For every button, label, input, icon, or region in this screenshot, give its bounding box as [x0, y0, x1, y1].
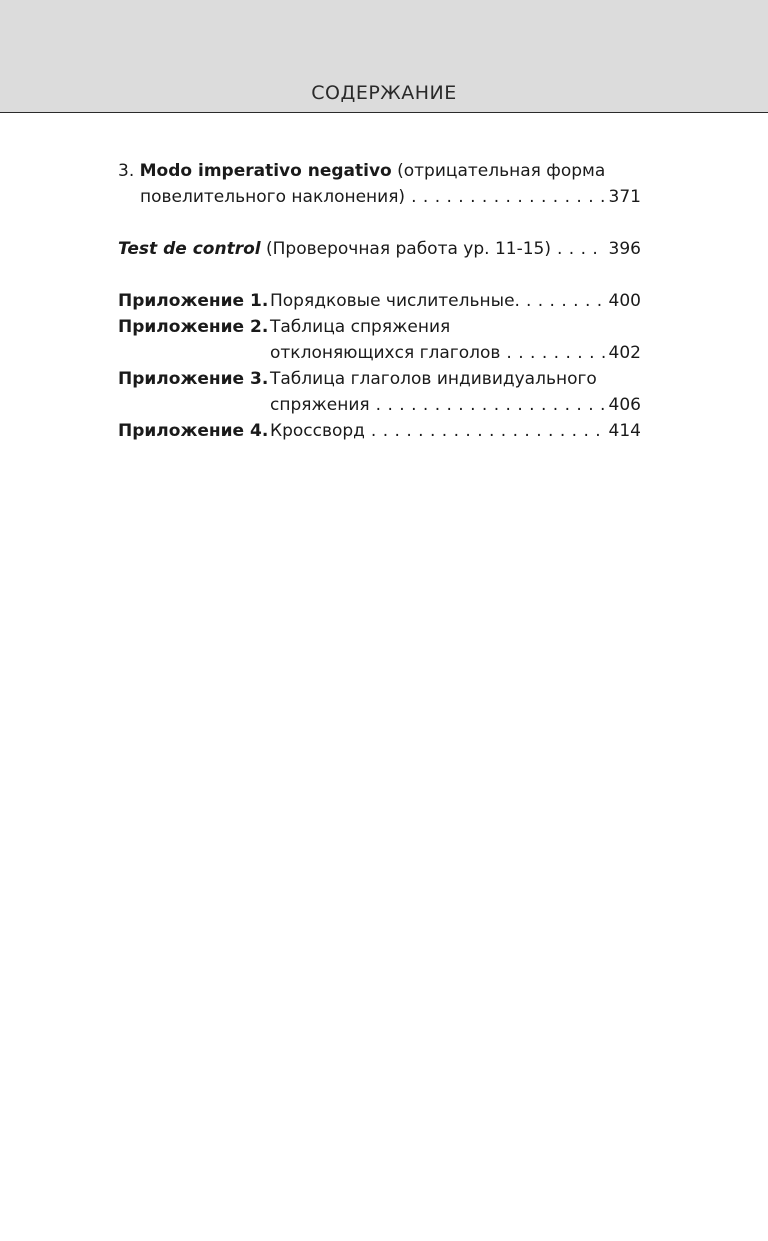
toc-appendix-3-line1[interactable] [118, 366, 641, 392]
table-of-contents [118, 158, 641, 444]
toc-entry-subtitle-cont: повелительного наклонения) [140, 187, 406, 207]
toc-entry-subtitle: (отрицательная форма [397, 161, 606, 181]
toc-page-number: 414 [608, 421, 641, 441]
appendix-title: Порядковые числительные. [270, 291, 520, 311]
toc-entry-test[interactable] [118, 236, 641, 262]
appendix-title: Таблица глаголов индивидуального [270, 369, 597, 389]
dot-leader [557, 236, 606, 262]
dot-leader [376, 392, 606, 418]
toc-appendix-1[interactable] [118, 288, 641, 314]
toc-page-number: 402 [608, 343, 641, 363]
toc-page-number: 400 [608, 291, 641, 311]
appendix-label: Приложение 3. [118, 369, 269, 389]
toc-page-number: 396 [608, 239, 641, 259]
header-title: СОДЕРЖАНИЕ [311, 82, 457, 104]
appendix-label: Приложение 4. [118, 421, 269, 441]
toc-entry-3-line1 [118, 158, 641, 184]
dot-leader [371, 418, 606, 444]
appendix-title-cont: отклоняющихся глаголов [270, 343, 501, 363]
dot-leader [411, 184, 605, 210]
appendix-label: Приложение 2. [118, 317, 269, 337]
toc-appendix-3-line2[interactable] [118, 392, 641, 418]
appendix-label: Приложение 1. [118, 291, 269, 311]
toc-entry-3-line2[interactable] [118, 184, 641, 210]
toc-entry-title: Modo imperativo negativo [139, 161, 392, 181]
dot-leader [526, 288, 606, 314]
appendix-title: Таблица спряжения [270, 317, 451, 337]
appendix-title-cont: спряжения [270, 395, 370, 415]
toc-entry-title: Test de control [118, 239, 261, 259]
toc-entry-subtitle: (Проверочная работа ур. 11-15) [266, 239, 551, 259]
toc-appendix-4[interactable] [118, 418, 641, 444]
toc-page-number: 371 [608, 187, 641, 207]
page-header [0, 0, 768, 113]
appendix-title: Кроссворд [270, 421, 365, 441]
toc-appendix-2-line1[interactable] [118, 314, 641, 340]
toc-page-number: 406 [608, 395, 641, 415]
toc-entry-number: 3. [118, 161, 135, 181]
toc-appendix-2-line2[interactable] [118, 340, 641, 366]
dot-leader [506, 340, 605, 366]
